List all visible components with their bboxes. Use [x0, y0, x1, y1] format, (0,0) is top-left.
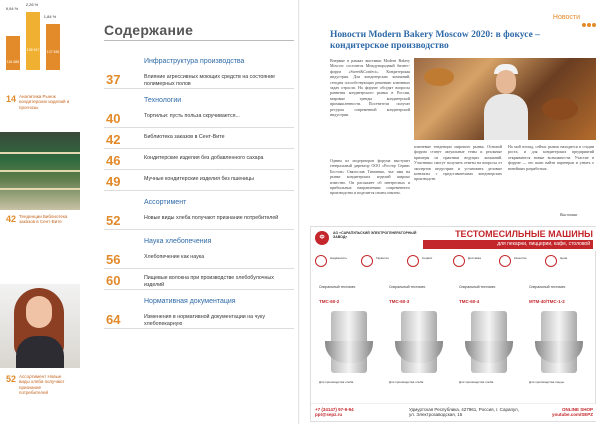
chart-label-c: 1,84 % [43, 14, 57, 19]
contact-site[interactable] [552, 407, 593, 418]
feature-text: Цена [560, 256, 568, 260]
chart-label-b: 2,26 % [25, 2, 39, 7]
machine-card[interactable] [459, 285, 519, 395]
toc-page-number[interactable]: 46 [106, 153, 121, 168]
phone-text: +7 (34147) 97-9-94 [315, 407, 354, 412]
article-title: Новости Modern Bakery Moscow 2020: в фокусе – кондитерское производство [330, 30, 540, 52]
toc-page-number[interactable]: 49 [106, 174, 121, 189]
feature-text: Доставка [468, 256, 481, 260]
chart-bar-2-value: 135 917 [26, 48, 40, 52]
toc-divider [104, 169, 294, 170]
toc-page-number[interactable]: 64 [106, 312, 121, 327]
article-col-3: На мой взгляд, сейчас рынок находится в стадии роста, и для кондитерских предприятий открываются новые возможности. Участие в форуме — это шанс найти партнеров и узнать о новейших разработках. [508, 144, 594, 171]
machine-model: ТМС-60-3 [389, 299, 410, 304]
face-shape [26, 296, 52, 328]
feature-circle-icon [499, 255, 511, 267]
toc-divider [104, 190, 294, 191]
cocoa-pod [542, 98, 578, 120]
feature-circle-icon [361, 255, 373, 267]
toc-page-number[interactable]: 60 [106, 273, 121, 288]
note-page: 52 [6, 374, 17, 384]
sidebar-photos [0, 0, 100, 424]
article-col-1b: Одним из модераторов форума выступит генеральный директор ООО «Ростер Сервис Бостон» Святослав Тимченко, чье имя на рынке кондитерских изделий широко известно. Он расскажет об интересных и прибыльных направлениях современного производства и поделится своим опытом. [330, 158, 410, 196]
toc-item[interactable]: Изменения в нормативной документации на чуку хлебопекарную [144, 314, 266, 327]
toc-item[interactable]: Библиотека заказов в Сент-Вите [144, 134, 225, 140]
company-logo-icon: Ф [315, 231, 329, 245]
ad-subheadline: для пекарни, пиццерии, кафе, столовой [423, 240, 593, 249]
feature-text: Сервис [422, 256, 433, 260]
feature-text: Надёжность [330, 256, 348, 260]
sidebar-note-2 [6, 214, 86, 225]
toc-section-heading: Наука хлебопечения [144, 238, 212, 245]
header-dots-icon [581, 14, 596, 32]
cocoa-pod [424, 68, 454, 86]
chart-bar-1 [6, 36, 20, 70]
toc-section-heading: Технологии [144, 97, 182, 104]
toc-divider [104, 127, 294, 128]
toc-divider [104, 229, 294, 230]
toc-divider [104, 148, 294, 149]
toc-divider [104, 268, 294, 269]
toc-section-heading: Ассортимент [144, 199, 187, 206]
machine-description: Для производства хлеба [389, 380, 424, 384]
company-name: АО «САРАПУЛЬСКИЙ ЭЛЕКТРОГЕНЕРАТОРНЫЙ ЗАВОД» [333, 231, 417, 240]
toc-item[interactable]: Тортильи: пусть польза скручивается... [144, 113, 240, 119]
toc-divider [104, 88, 294, 89]
toc-section-heading: Инфраструктура производства [144, 58, 245, 65]
machine-card[interactable] [529, 285, 589, 395]
toc-page-number[interactable]: 56 [106, 252, 121, 267]
toc-item[interactable]: Хлебопечение как наука [144, 254, 205, 260]
chart-label-a: 9,94 % [5, 6, 19, 11]
machine-label: Спиральный тестомес [529, 285, 566, 289]
note-text: Аналитика Рынок кондитерских изделий и прогнозы [19, 94, 70, 110]
library-photo [0, 132, 80, 210]
shelf-line [0, 170, 80, 172]
title-divider [104, 40, 294, 41]
toc-item[interactable]: Кондитерские изделия без добавленного сахара [144, 155, 264, 161]
machine-card[interactable] [319, 285, 379, 395]
machine-label: Спиральный тестомес [319, 285, 356, 289]
machine-description: Для производства хлеба [459, 380, 494, 384]
chart-bar-1-value: 116 688 [6, 60, 20, 64]
toc-divider [104, 328, 294, 329]
toc-page-number[interactable]: 37 [106, 72, 121, 87]
sidebar-note-3 [6, 374, 86, 396]
note-page: 14 [6, 94, 17, 104]
feature-circle-icon [407, 255, 419, 267]
contact-address: Удмуртская Республика, 427961, Россия, г. Сарапул, ул. Электрозаводская, 15 [409, 407, 519, 418]
toc-item[interactable]: Пищевые волокна при производстве хлебобулочных изделий [144, 275, 274, 288]
toc-page-number[interactable]: 40 [106, 111, 121, 126]
body-shape [16, 336, 64, 368]
machine-description: Для производства пиццы [529, 380, 564, 384]
article-photo [414, 58, 596, 140]
machine-description: Для производства хлеба [319, 380, 354, 384]
ad-headline: ТЕСТОМЕСИЛЬНЫЕ МАШИНЫ [455, 229, 593, 239]
toc-item[interactable]: Влияние агрессивных моющих средств на состояние полимерных полов [144, 74, 275, 87]
ad-feature-icons [315, 255, 593, 279]
toc-item[interactable]: Новые виды хлеба получают признание потребителей [144, 215, 279, 221]
feature-circle-icon [315, 255, 327, 267]
feature-circle-icon [545, 255, 557, 267]
site-text: ONLINE SHOP [561, 407, 593, 412]
chart-bar-2 [26, 12, 40, 70]
section-header: Новости [552, 14, 580, 21]
contents-title: Содержание [104, 22, 194, 38]
machine-model: ТМС-60-2 [319, 299, 340, 304]
email-text: ppt@sepz.ru [315, 412, 343, 418]
youtube-text: youtube.com/SEPZ [551, 412, 593, 418]
chart-bar-3-value: 137 536 [46, 50, 60, 54]
article-col-2: ключевые тенденции мирового рынка. Основой форума станут актуальные темы и реальные примеры из практики ведущих компаний. Участники смогут получить ответы на вопросы от экспертов индустрии и установить деловые контакты с представителями кондитерских производств. [414, 144, 502, 182]
note-page: 42 [6, 214, 17, 224]
toc-page-number[interactable]: 52 [106, 213, 121, 228]
advertisement[interactable] [310, 226, 596, 422]
feature-circle-icon [453, 255, 465, 267]
shelf-line [0, 188, 80, 190]
toc-divider [104, 289, 294, 290]
toc-page-number[interactable]: 42 [106, 132, 121, 147]
ad-footer [311, 403, 597, 421]
mini-bar-chart [0, 0, 70, 92]
shelf-line [0, 152, 80, 154]
feature-text: Качество [514, 256, 527, 260]
note-text: Тенденции Библиотека заказов в Сент-Вите [19, 214, 68, 225]
man-face [496, 70, 516, 94]
toc-section-heading: Нормативная документация [144, 298, 236, 305]
woman-photo [0, 284, 80, 368]
machine-label: Спиральный тестомес [459, 285, 496, 289]
note-text: Ассортимент Новые виды хлеба получают признание потребителей [19, 374, 65, 396]
ad-header [311, 227, 597, 251]
toc-item[interactable]: Мучные кондитерские изделия без пшеницы [144, 176, 254, 182]
machine-card[interactable] [389, 285, 449, 395]
machine-model: МТМ-40/ТМС-1-2 [529, 299, 565, 304]
machine-label: Спиральный тестомес [389, 285, 426, 289]
chart-bar-3 [46, 24, 60, 70]
machine-model: ТМС-60-4 [459, 299, 480, 304]
contact-phone[interactable] [315, 407, 354, 418]
man-body [484, 94, 528, 140]
article-signature: Выставка [560, 212, 578, 217]
feature-text: Гарантия [376, 256, 389, 260]
article-col-1: Впервые в рамках выставки Modern Bakery Moscow состоится Международный бизнес-форум «Sweet&Confect». Кондитерская индустрия. Для кондитерских компаний, сегодня способствующих решению ключевых задач отрасли. На форуме обсудят вопросы развития кондитерского рынка в России, мировые тренды кондитерской промышленности. Посетители получат ресурсы современной кондитерской индустрии. [330, 58, 410, 117]
sidebar-note-1 [6, 94, 86, 110]
